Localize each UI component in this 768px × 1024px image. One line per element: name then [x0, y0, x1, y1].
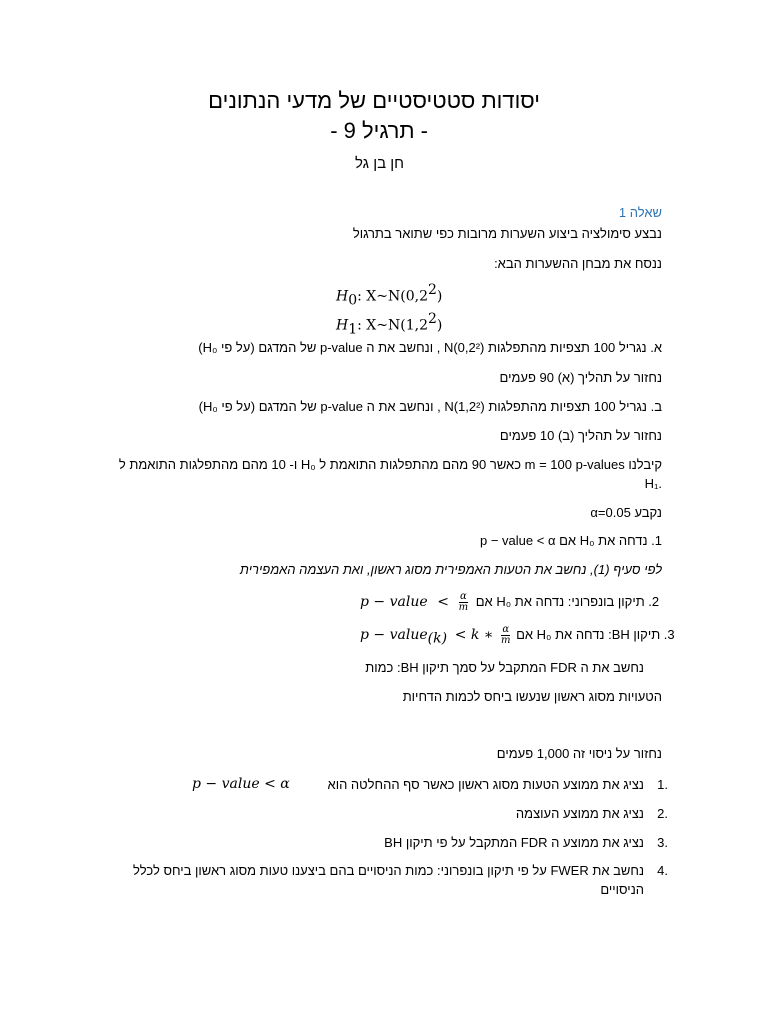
bh-note-line-1: נחשב את ה FDR המתקבל על סמך תיקון BH: כמות	[365, 660, 644, 675]
page-subtitle: - תרגיל 9 -	[330, 118, 428, 143]
alpha-over-m: $\frac{\alpha}{m}$	[458, 591, 469, 613]
item-2: p − value < $\frac{\alpha}{m}$ 2. תיקון בונפרוני: נדחה את H₀ אם	[360, 591, 660, 613]
list-num-4: 4.	[657, 863, 668, 878]
step-b: ב. נגריל 100 תצפיות מהתפלגות N(1,2²) , ונחשב את ה p-value של המדגם (על פי H₀)	[198, 399, 662, 414]
hypothesis-h1: $H_1$: $X\sim N(1,2^2)$	[336, 311, 443, 338]
step-b-repeat: נחזור על תהליך (ב) 10 פעמים	[499, 428, 662, 443]
list-num-3: 3.	[657, 835, 668, 850]
repeat-1000: נחזור על ניסוי זה 1,000 פעמים	[496, 746, 662, 761]
received-line-1: קיבלנו m = 100 p-values כאשר 90 מהם מהתפלגות התואמת ל H₀ ו- 10 מהם מהתפלגות התואמת ל	[118, 457, 662, 472]
h0-symbol: H	[336, 288, 349, 305]
list-item-3: נציג את ממוצע ה FDR המתקבל על פי תיקון BH	[384, 835, 644, 850]
list-item-4: נחשב את FWER על פי תיקון בונפרוני: כמות הניסויים בהם ביצענו טעות מסוג ראשון ביחס לכלל	[133, 863, 644, 878]
item-2-pvalue: p − value	[360, 593, 428, 610]
item-3: p − value$_{(k)}$ < k ∗ $\frac{\alpha}{m}$ 3. תיקון BH: נדחה את H₀ אם	[360, 624, 675, 647]
step-a-repeat: נחזור על תהליך (א) 90 פעמים	[499, 370, 662, 385]
bh-note-line-2: הטעויות מסוג ראשון שנעשו ביחס לכמות הדחיות	[402, 689, 662, 704]
page-title: יסודות סטטיסטיים של מדעי הנתונים	[208, 88, 540, 113]
list-item-2: נציג את ממוצע העוצמה	[515, 806, 644, 821]
list-num-2: 2.	[657, 806, 668, 821]
question-heading: שאלה 1	[618, 205, 662, 220]
received-line-2: .H₁	[644, 476, 662, 491]
alpha-definition: נקבע α=0.05	[590, 505, 662, 520]
item-3-pvalue: p − value	[360, 626, 428, 643]
step-a: א. נגריל 100 תצפיות מהתפלגות N(0,2²) , ונחשב את ה p-value של המדגם (על פי H₀)	[198, 340, 662, 355]
hypothesis-intro: ננסח את מבחן ההשערות הבא:	[494, 256, 662, 271]
question-intro: נבצע סימולציה ביצוע השערות מרובות כפי שתואר בתרגול	[352, 226, 662, 241]
hypothesis-h0: $H_0$: $X\sim N(0,2^2)$	[336, 282, 443, 309]
item-1-note: לפי סעיף (1), נחשב את הטעות האמפירית מסוג ראשון, ואת העצמה האמפירית	[239, 562, 662, 577]
list-item-1: נציג את ממוצע הטעות מסוג ראשון כאשר סף ההחלטה הוא	[327, 777, 644, 792]
list-num-1: 1.	[657, 777, 668, 792]
list-item-4-continued: הניסויים	[600, 882, 644, 897]
alpha-over-m-bh: $\frac{\alpha}{m}$	[500, 624, 511, 646]
item-1: 1. נדחה את H₀ אם p − value < α	[480, 533, 662, 548]
author-name: חן בן גל	[355, 155, 404, 172]
h1-symbol: H	[336, 317, 349, 334]
list-item-1-math: p − value < α	[192, 776, 290, 792]
